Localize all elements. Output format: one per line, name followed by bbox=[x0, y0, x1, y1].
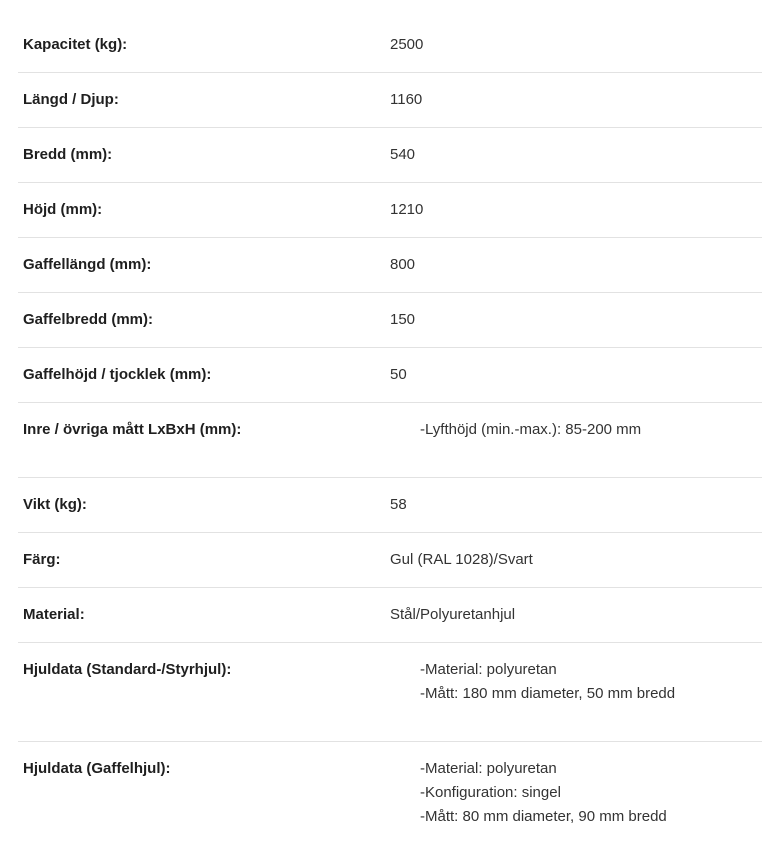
spec-row-material bbox=[18, 588, 762, 643]
spec-value-list bbox=[390, 418, 762, 442]
spec-row-inner-dimensions bbox=[18, 403, 762, 478]
spec-value-line: -Lyfthöjd (min.-max.): 85-200 mm bbox=[420, 421, 642, 438]
spec-value: 800 bbox=[390, 256, 416, 273]
spec-value-line: -Mått: 180 mm diameter, 50 mm bredd bbox=[420, 685, 676, 702]
spec-value: 150 bbox=[390, 311, 416, 328]
spec-label: Vikt (kg): bbox=[23, 496, 87, 513]
spec-row-capacity bbox=[18, 18, 762, 73]
spec-label: Gaffelbredd (mm): bbox=[23, 311, 154, 328]
spec-value-line: -Konfiguration: singel bbox=[420, 784, 561, 801]
spec-value-list bbox=[390, 658, 762, 706]
spec-row-width bbox=[18, 128, 762, 183]
spec-value: 2500 bbox=[390, 36, 424, 53]
spec-row-color bbox=[18, 533, 762, 588]
spec-value: Stål/Polyuretanhjul bbox=[390, 606, 516, 623]
spec-row-length bbox=[18, 73, 762, 128]
spec-value: 1160 bbox=[390, 91, 423, 108]
spec-label: Höjd (mm): bbox=[23, 201, 103, 218]
spec-table bbox=[18, 18, 762, 842]
spec-value-line: -Material: polyuretan bbox=[420, 760, 557, 777]
spec-label: Hjuldata (Gaffelhjul): bbox=[23, 760, 171, 777]
spec-row-fork-thickness bbox=[18, 348, 762, 403]
spec-row-weight bbox=[18, 478, 762, 533]
spec-value: Gul (RAL 1028)/Svart bbox=[390, 551, 533, 568]
spec-value: 50 bbox=[390, 366, 407, 383]
spec-label: Hjuldata (Standard-/Styrhjul): bbox=[23, 661, 232, 678]
spec-label: Material: bbox=[23, 606, 85, 623]
spec-row-wheel-fork bbox=[18, 742, 762, 842]
spec-value: 1210 bbox=[390, 201, 424, 218]
spec-value: 58 bbox=[390, 496, 407, 513]
spec-value-line: -Material: polyuretan bbox=[420, 661, 557, 678]
spec-label: Inre / övriga mått LxBxH (mm): bbox=[23, 421, 242, 438]
spec-row-fork-length bbox=[18, 238, 762, 293]
spec-row-height bbox=[18, 183, 762, 238]
spec-row-fork-width bbox=[18, 293, 762, 348]
spec-label: Längd / Djup: bbox=[23, 91, 119, 108]
spec-value-list bbox=[390, 757, 762, 829]
spec-value-line: -Mått: 80 mm diameter, 90 mm bredd bbox=[420, 808, 667, 825]
spec-row-wheel-standard bbox=[18, 643, 762, 742]
spec-value: 540 bbox=[390, 146, 416, 163]
spec-label: Gaffellängd (mm): bbox=[23, 256, 152, 273]
spec-label: Bredd (mm): bbox=[23, 146, 113, 163]
spec-label: Kapacitet (kg): bbox=[23, 36, 128, 53]
spec-label: Färg: bbox=[23, 551, 61, 568]
spec-label: Gaffelhöjd / tjocklek (mm): bbox=[23, 366, 212, 383]
